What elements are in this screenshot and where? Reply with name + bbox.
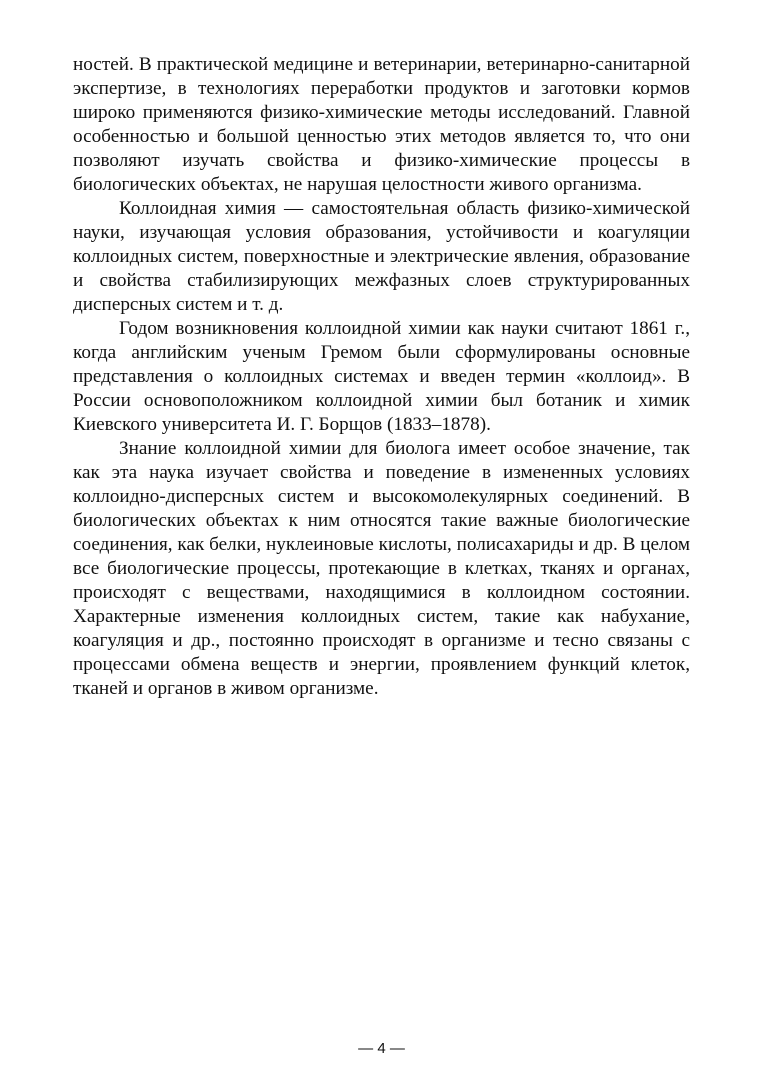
paragraph-3: Годом возникновения коллоидной химии как науки считают 1861 г., когда английским ученым Гремом были сформулированы основные представления о коллоидных системах и введен термин «коллоид». В России основоположником коллоидной химии был ботаник и химик Киевского университета И. Г. Борщов (1833–1878). <box>73 318 690 435</box>
paragraph-1: ностей. В практической медицине и ветеринарии, ветеринарно-санитарной экспертизе, в технологиях переработки продуктов и заготовки кормов широко применяются физико-химические методы исследований. Главной особенностью и большой ценностью этих методов является то, что они позволяют изучать свойства и физико-химические процессы в биологических объектах, не нарушая целостности живого организма. <box>73 54 690 195</box>
page-text-block <box>73 53 690 701</box>
paragraph-2: Коллоидная химия — самостоятельная область физико-химической науки, изучающая условия образования, устойчивости и коагуляции коллоидных систем, поверхностные и электрические явления, образование и свойства стабилизирующих межфазных слоев структурированных дисперсных систем и т. д. <box>73 198 690 315</box>
paragraph-4: Знание коллоидной химии для биолога имеет особое значение, так как эта наука изучает свойства и поведение в измененных условиях коллоидно-дисперсных систем и высокомолекулярных соединений. В биологических объектах к ним относятся такие важные биологические соединения, как белки, нуклеиновые кислоты, полисахариды и др. В целом все биологические процессы, протекающие в клетках, тканях и органах, происходят с веществами, находящимися в коллоидном состоянии. Характерные изменения коллоидных систем, такие как набухание, коагуляция и др., постоянно происходят в организме и тесно связаны с процессами обмена веществ и энергии, проявлением функций клеток, тканей и органов в живом организме. <box>73 438 690 699</box>
page-number: — 4 — <box>358 1040 405 1057</box>
